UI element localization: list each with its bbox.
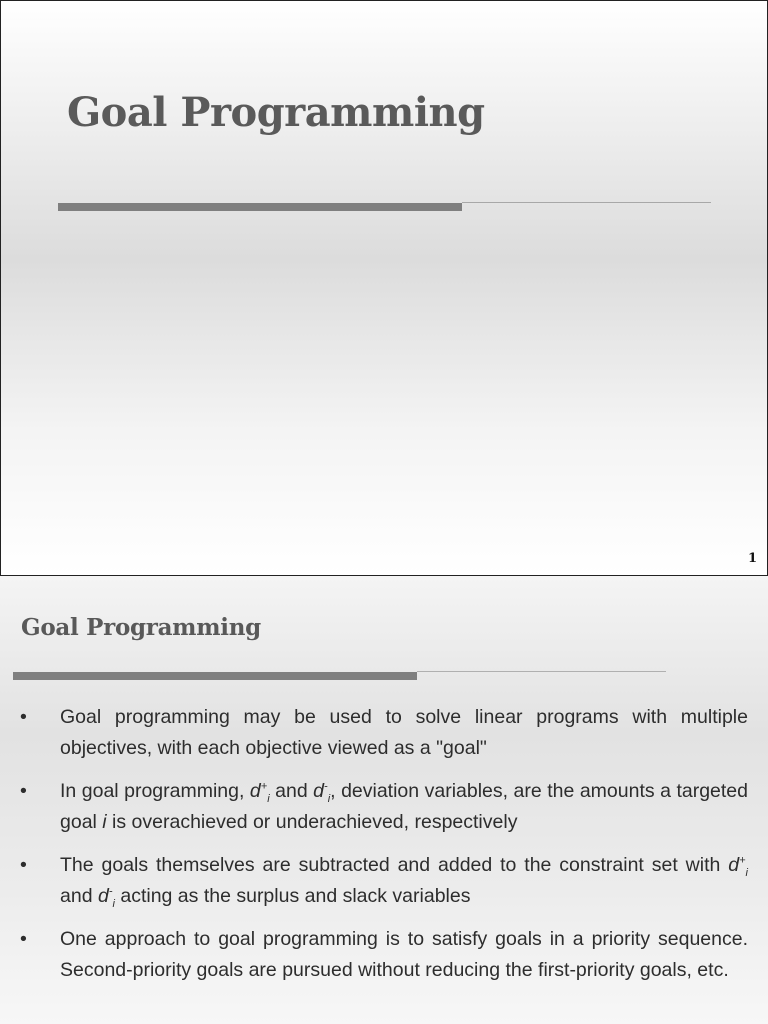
bullet-text-part: In goal programming,	[60, 780, 250, 802]
variable-d-plus: $d^+_i$	[728, 854, 748, 879]
variable-i: i	[102, 811, 107, 833]
bullet-text: Goal programming may be used to solve linear programs with multiple objectives, with each objective viewed as a "goal"	[60, 706, 748, 759]
bullet-item	[20, 850, 748, 912]
content-slide-heading: Goal Programming	[21, 614, 261, 641]
bullet-text-part: and	[60, 885, 98, 907]
variable-d-plus: $d^+_i$	[249, 780, 270, 805]
bullet-text-part: and	[269, 780, 314, 802]
bullet-text-part: acting as the surplus and slack variables	[114, 885, 471, 907]
bullet-list	[20, 702, 748, 998]
bullet-item	[20, 776, 748, 838]
heading-underline-thin	[417, 671, 666, 672]
bullet-text-part: The goals themselves are subtracted and added to the constraint set with	[60, 854, 729, 876]
title-slide-heading: Goal Programming	[67, 89, 485, 136]
content-slide	[0, 576, 768, 1024]
bullet-marker: •	[20, 706, 27, 728]
title-underline-thick	[58, 203, 462, 211]
bullet-item	[20, 702, 748, 764]
variable-d-minus: $d^-_i$	[97, 885, 115, 910]
heading-underline-thick	[13, 672, 417, 680]
bullet-text-part: is overachieved or underachieved, respectively	[106, 811, 518, 833]
bullet-text-part: , deviation variables, are the amounts a targeted goal	[60, 780, 748, 833]
bullet-marker: •	[20, 780, 27, 802]
page-number: 1	[747, 551, 757, 566]
bullet-text: One approach to goal programming is to satisfy goals in a priority sequence. Second-priority goals are pursued without reducing the first-priority goals, etc.	[60, 928, 748, 981]
variable-d-minus: $d^-_i$	[313, 780, 331, 805]
bullet-marker: •	[20, 854, 27, 876]
bullet-item	[20, 924, 748, 986]
bullet-marker: •	[20, 928, 27, 950]
title-underline-thin	[462, 202, 711, 203]
